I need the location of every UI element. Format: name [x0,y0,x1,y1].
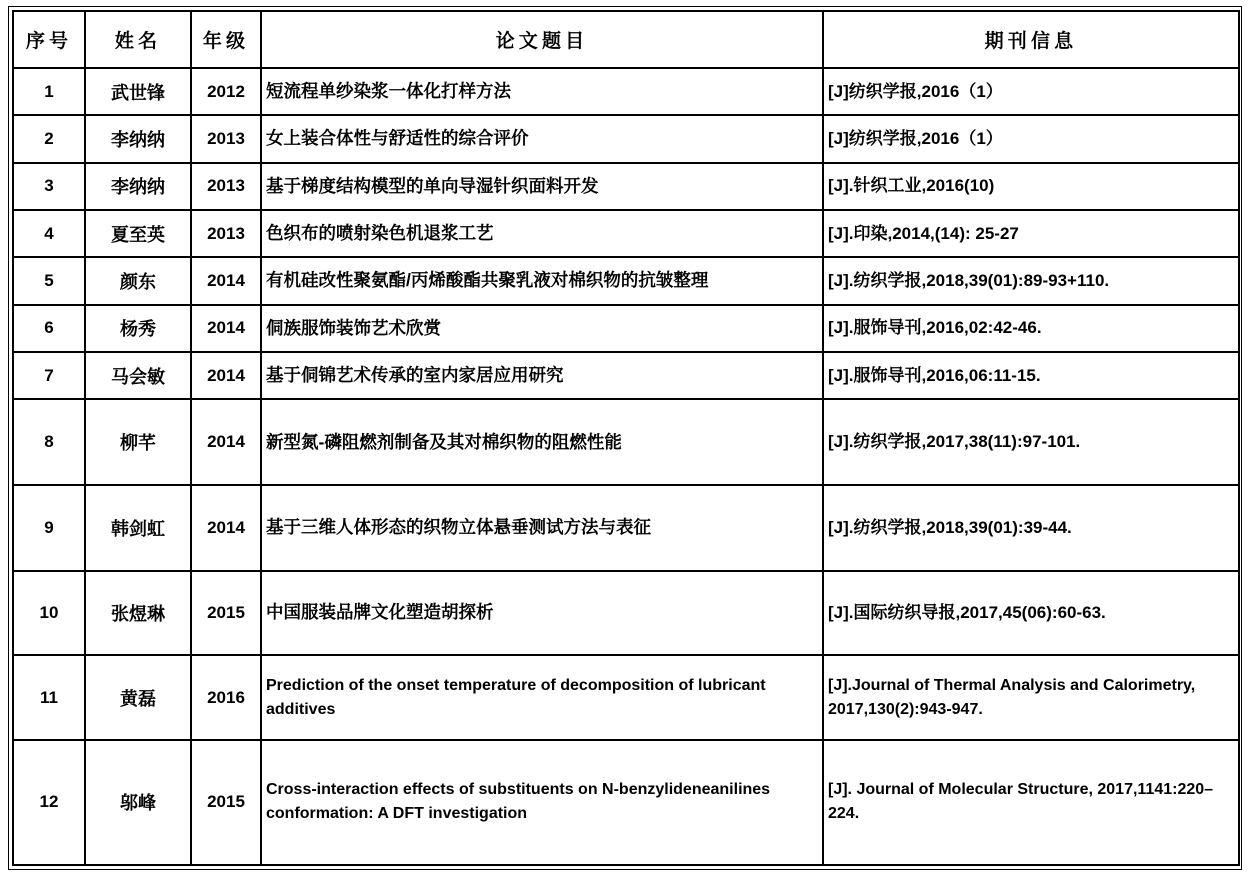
table-row [13,571,1239,656]
cell-name: 李纳纳 [85,163,191,210]
cell-grade: 2014 [191,305,261,352]
cell-grade: 2016 [191,655,261,740]
cell-journal: [J].国际纺织导报,2017,45(06):60-63. [823,571,1239,656]
col-header-no: 序号 [13,11,85,68]
cell-name: 马会敏 [85,352,191,399]
cell-journal: [J]. Journal of Molecular Structure, 2017,1141:220–224. [823,740,1239,865]
cell-title: 女上装合体性与舒适性的综合评价 [261,115,823,162]
cell-journal: [J].服饰导刊,2016,02:42-46. [823,305,1239,352]
cell-title: 色织布的喷射染色机退浆工艺 [261,210,823,257]
cell-no: 8 [13,399,85,485]
cell-no: 11 [13,655,85,740]
cell-title: 基于三维人体形态的织物立体悬垂测试方法与表征 [261,485,823,571]
cell-no: 2 [13,115,85,162]
cell-name: 武世锋 [85,68,191,115]
cell-no: 7 [13,352,85,399]
table-row [13,305,1239,352]
cell-journal: [J].纺织学报,2017,38(11):97-101. [823,399,1239,485]
table-row [13,210,1239,257]
cell-title: Cross-interaction effects of substituents on N-benzylideneanilines conformation: A DFT investigation [261,740,823,865]
cell-name: 杨秀 [85,305,191,352]
cell-journal: [J].针织工业,2016(10) [823,163,1239,210]
table-row [13,115,1239,162]
publications-table [12,10,1240,866]
cell-title: 短流程单纱染浆一体化打样方法 [261,68,823,115]
cell-journal: [J].服饰导刊,2016,06:11-15. [823,352,1239,399]
cell-no: 9 [13,485,85,571]
cell-grade: 2013 [191,115,261,162]
cell-title: 基于侗锦艺术传承的室内家居应用研究 [261,352,823,399]
cell-name: 柳芊 [85,399,191,485]
table-row [13,655,1239,740]
cell-journal: [J].纺织学报,2018,39(01):89-93+110. [823,257,1239,304]
cell-name: 张煜琳 [85,571,191,656]
cell-no: 1 [13,68,85,115]
cell-journal: [J]纺织学报,2016（1） [823,115,1239,162]
table-row [13,163,1239,210]
cell-name: 韩剑虹 [85,485,191,571]
table-outer-frame [8,6,1242,870]
table-row [13,740,1239,865]
cell-name: 邬峰 [85,740,191,865]
col-header-grade: 年级 [191,11,261,68]
col-header-title: 论文题目 [261,11,823,68]
col-header-name: 姓名 [85,11,191,68]
cell-title: 新型氮-磷阻燃剂制备及其对棉织物的阻燃性能 [261,399,823,485]
cell-no: 3 [13,163,85,210]
cell-title: 中国服装品牌文化塑造胡探析 [261,571,823,656]
cell-journal: [J]纺织学报,2016（1） [823,68,1239,115]
cell-grade: 2012 [191,68,261,115]
header-row [13,11,1239,68]
cell-grade: 2015 [191,740,261,865]
cell-name: 黄磊 [85,655,191,740]
table-row [13,352,1239,399]
cell-no: 6 [13,305,85,352]
cell-journal: [J].Journal of Thermal Analysis and Calorimetry, 2017,130(2):943-947. [823,655,1239,740]
cell-grade: 2014 [191,485,261,571]
cell-no: 12 [13,740,85,865]
cell-journal: [J].印染,2014,(14): 25-27 [823,210,1239,257]
cell-grade: 2015 [191,571,261,656]
table-row [13,485,1239,571]
cell-title: Prediction of the onset temperature of decomposition of lubricant additives [261,655,823,740]
cell-no: 10 [13,571,85,656]
cell-title: 有机硅改性聚氨酯/丙烯酸酯共聚乳液对棉织物的抗皱整理 [261,257,823,304]
cell-no: 5 [13,257,85,304]
cell-grade: 2014 [191,399,261,485]
cell-journal: [J].纺织学报,2018,39(01):39-44. [823,485,1239,571]
cell-grade: 2013 [191,210,261,257]
cell-grade: 2014 [191,257,261,304]
cell-title: 基于梯度结构模型的单向导湿针织面料开发 [261,163,823,210]
cell-grade: 2014 [191,352,261,399]
cell-name: 颜东 [85,257,191,304]
table-row [13,68,1239,115]
cell-name: 李纳纳 [85,115,191,162]
cell-grade: 2013 [191,163,261,210]
cell-name: 夏至英 [85,210,191,257]
table-row [13,399,1239,485]
cell-no: 4 [13,210,85,257]
col-header-journal: 期刊信息 [823,11,1239,68]
cell-title: 侗族服饰装饰艺术欣赏 [261,305,823,352]
table-row [13,257,1239,304]
